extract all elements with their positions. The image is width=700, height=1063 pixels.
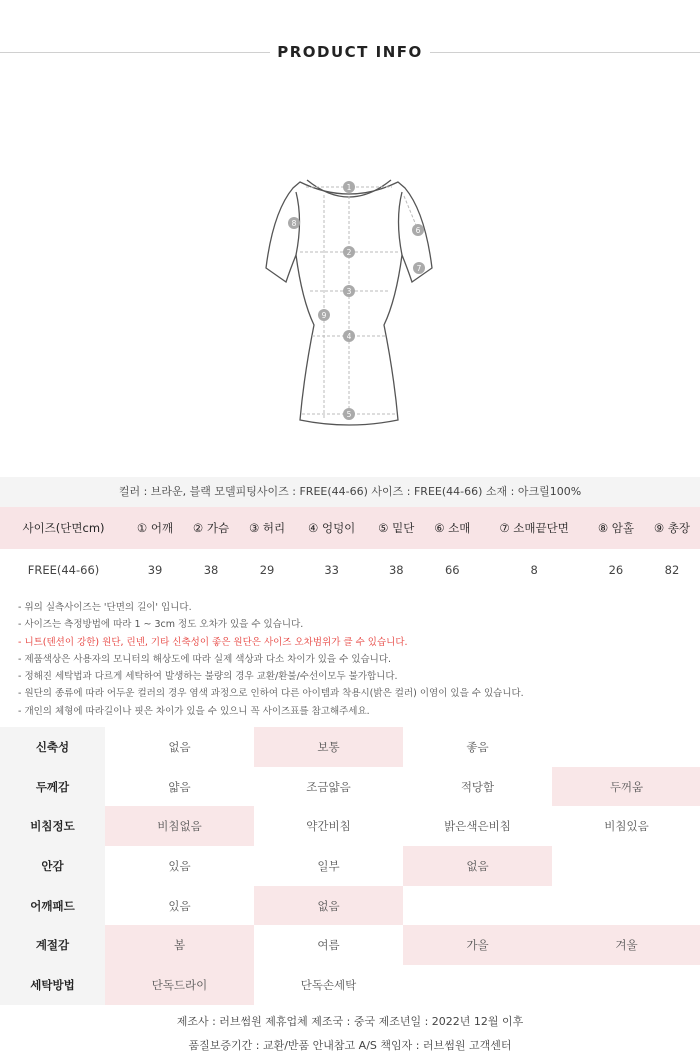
- size-cell: 29: [259, 563, 275, 577]
- note-item: - 원단의 종류에 따라 어두운 컬러의 경우 염색 과정으로 인하여 다른 아이템과 착용시(밝은 컬러) 이염이 있을 수 있습니다.: [18, 688, 524, 700]
- attr-label: 안감: [0, 846, 105, 886]
- attr-option-selected: 보통: [254, 727, 403, 767]
- attr-option: 약간비침: [306, 819, 351, 834]
- attr-row-stretch: [0, 727, 700, 767]
- attribute-table: [0, 727, 700, 1005]
- attr-row-season: [0, 925, 700, 965]
- size-cell: 33: [324, 563, 339, 577]
- size-header-cell: ⑤ 밑단: [368, 507, 424, 549]
- attr-option-selected: 봄: [105, 925, 254, 965]
- attr-option: 비침있음: [604, 819, 649, 834]
- size-cell: FREE(44-66): [27, 563, 100, 577]
- size-cell: 38: [388, 563, 404, 577]
- footer-line-2: 품질보증기간 : 교환/반품 안내참고 A/S 책임자 : 러브썸원 고객센터: [188, 1039, 512, 1052]
- attr-option: 적당함: [460, 779, 495, 794]
- attr-option-selected: 단독드라이: [105, 965, 254, 1005]
- attr-option: 조금얇음: [306, 779, 351, 794]
- size-table-header: [0, 507, 700, 549]
- product-info-line: 컬러 : 브라운, 블랙 모델피팅사이즈 : FREE(44-66) 사이즈 : FREE(44-66) 소재 : 아크릴100%: [0, 477, 700, 507]
- attr-option: [552, 886, 700, 926]
- size-cell: 26: [608, 563, 624, 577]
- attr-row-lining: [0, 846, 700, 886]
- section-header: [0, 0, 700, 106]
- attr-option: 여름: [317, 938, 340, 953]
- attr-label: 비침정도: [0, 806, 105, 846]
- attr-option: [403, 965, 552, 1005]
- attr-option: 없음: [168, 739, 191, 754]
- footer-line-1: 제조사 : 러브썸원 제휴업체 제조국 : 중국 제조년일 : 2022년 12월 이후: [176, 1015, 524, 1028]
- divider-right: [430, 52, 700, 53]
- size-header-cell: ④ 엉덩이: [295, 507, 368, 549]
- attr-row-washing: [0, 965, 700, 1005]
- notes-list: [18, 599, 524, 720]
- dress-diagram: [0, 106, 700, 477]
- attr-option-selected: 겨울: [552, 925, 700, 965]
- attr-option: [552, 727, 700, 767]
- attr-option-selected: 두꺼움: [552, 767, 700, 807]
- dress-illustration: [0, 106, 700, 477]
- size-header-cell: 사이즈(단면cm): [0, 507, 127, 549]
- attr-option: [552, 965, 700, 1005]
- marker-2: 2: [346, 248, 352, 257]
- attr-option: [552, 846, 700, 886]
- marker-5: 5: [346, 410, 352, 419]
- size-header-cell: ③ 허리: [239, 507, 295, 549]
- attr-option: 일부: [317, 858, 340, 873]
- size-header-cell: ⑨ 총장: [644, 507, 700, 549]
- note-item: - 제품색상은 사용자의 모니터의 해상도에 따라 실제 색상과 다소 차이가 있을 수 있습니다.: [18, 653, 392, 665]
- attr-row-shoulder-pad: [0, 886, 700, 926]
- attr-label: 신축성: [0, 727, 105, 767]
- attr-row-thickness: [0, 767, 700, 807]
- attr-option: 있음: [168, 898, 191, 913]
- attr-option-selected: 없음: [403, 846, 552, 886]
- note-item-warning: - 니트(텐션이 강한) 원단, 린넨, 기타 신축성이 좋은 원단은 사이즈 오차범위가 클 수 있습니다.: [18, 636, 408, 648]
- marker-7: 7: [416, 264, 422, 273]
- note-item: - 개인의 체형에 따라길이나 핏은 차이가 있을 수 있으니 꼭 사이즈표를 참고해주세요.: [18, 705, 370, 717]
- size-header-cell: ⑥ 소매: [424, 507, 480, 549]
- attr-option-selected: 비침없음: [105, 806, 254, 846]
- marker-9: 9: [321, 311, 327, 320]
- section-title: PRODUCT INFO: [277, 43, 423, 61]
- attr-option-selected: 없음: [254, 886, 403, 926]
- size-cell: 8: [530, 563, 538, 577]
- size-header-cell: ② 가슴: [183, 507, 239, 549]
- marker-4: 4: [346, 332, 352, 341]
- size-table-row: [0, 549, 700, 591]
- attr-option: 밝은색은비침: [444, 819, 511, 834]
- marker-1: 1: [346, 183, 352, 192]
- note-item: - 사이즈는 측정방법에 따라 1 ~ 3cm 정도 오차가 있을 수 있습니다.: [18, 619, 304, 631]
- attr-row-sheerness: [0, 806, 700, 846]
- manufacturer-info: [0, 1010, 700, 1058]
- attr-option: 좋음: [466, 739, 489, 754]
- attr-option: [403, 886, 552, 926]
- marker-6: 6: [415, 226, 421, 235]
- marker-3: 3: [346, 287, 352, 296]
- size-cell: 39: [147, 563, 163, 577]
- size-header-cell: ⑧ 암홀: [588, 507, 644, 549]
- marker-8: 8: [291, 219, 297, 228]
- attr-label: 두께감: [0, 767, 105, 807]
- size-header-cell: ⑦ 소매끝단면: [480, 507, 588, 549]
- attr-option: 얇음: [168, 779, 191, 794]
- attr-label: 계절감: [0, 925, 105, 965]
- size-header-cell: ① 어깨: [127, 507, 183, 549]
- size-cell: 82: [664, 563, 680, 577]
- attr-option: 있음: [168, 858, 191, 873]
- size-table: [0, 507, 700, 591]
- attr-label: 어깨패드: [0, 886, 105, 926]
- attr-option: 단독손세탁: [300, 977, 357, 992]
- note-item: - 정해진 세탁법과 다르게 세탁하여 발생하는 불량의 경우 교환/환불/수선이모두 불가합니다.: [18, 671, 398, 683]
- attr-label: 세탁방법: [0, 965, 105, 1005]
- size-cell: 66: [444, 563, 460, 577]
- size-cell: 38: [203, 563, 219, 577]
- note-item: - 위의 실측사이즈는 '단면의 길이' 입니다.: [18, 602, 192, 613]
- attr-option-selected: 가을: [403, 925, 552, 965]
